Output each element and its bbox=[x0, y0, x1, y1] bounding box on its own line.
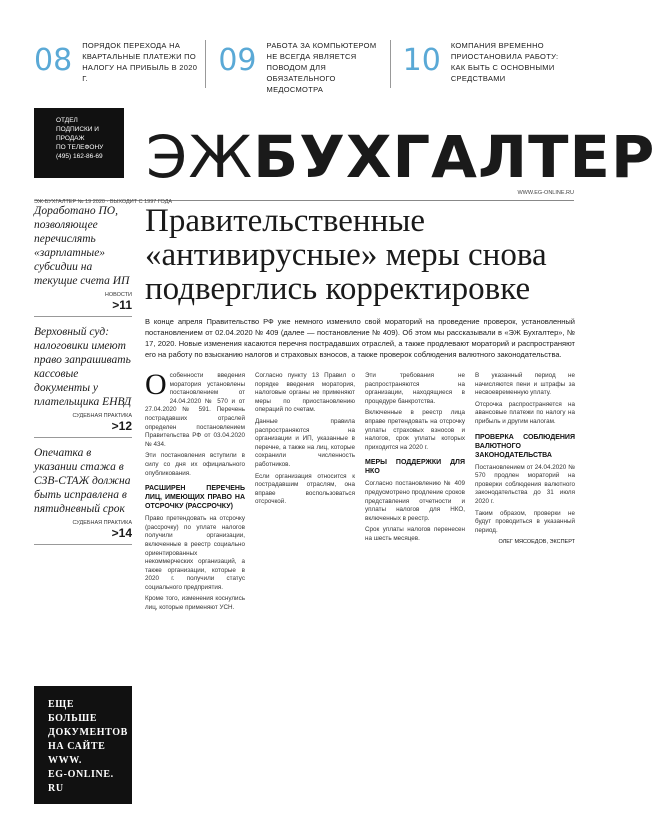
sidebar-item-title: Опечатка в указании стажа в СЗВ-СТАЖ должна быть исправлена в пятидневный срок bbox=[34, 447, 131, 515]
main-article-header bbox=[145, 204, 575, 306]
masthead-logo bbox=[146, 123, 655, 191]
ad-line: БОЛЬШЕ bbox=[48, 713, 98, 724]
article-body bbox=[145, 368, 575, 616]
article-column-4 bbox=[475, 372, 575, 616]
paragraph: Постановлением от 24.04.2020 № 570 продлен мораторий на проверки соблюдения валютного законодательства до 31 июля 2020 г. bbox=[475, 463, 575, 505]
teaser-2[interactable] bbox=[205, 40, 389, 94]
teaser-text: КОМПАНИЯ ВРЕМЕННО ПРИОСТАНОВИЛА РАБОТУ: КАК БЫТЬ С ОСНОВНЫМИ СРЕДСТВАМИ bbox=[450, 41, 559, 83]
sidebar-item-title: Верховный суд: налоговики имеют право запрашивать кассовые документы у плательщика ЕНВД bbox=[34, 326, 132, 408]
masthead-part1: ЭЖ bbox=[146, 123, 254, 191]
ad-line: ДОКУМЕНТОВ bbox=[48, 727, 128, 738]
infobox-line: (495) 162-86-69 bbox=[56, 153, 103, 160]
issue-info: ЭЖ-БУХГАЛТЕР № 19 2020 · ВЫХОДИТ С 1997 ГОДА bbox=[34, 199, 173, 205]
sidebar-item-source: НОВОСТИ bbox=[104, 292, 132, 298]
paragraph: Эти требования не распространяются на организации, находящиеся в процедуре банкротства. bbox=[365, 372, 465, 405]
paragraph: Согласно пункту 13 Правил о порядке введения моратория, налоговые органы не применяют меры по приостановлению операций по счетам. bbox=[255, 372, 355, 414]
section-heading: ПРОВЕРКА СОБЛЮДЕНИЯ ВАЛЮТНОГО ЗАКОНОДАТЕЛЬСТВА bbox=[475, 433, 575, 459]
article-headline: Правительственные «антивирусные» меры снова подверглись корректировке bbox=[145, 203, 547, 307]
masthead-part2: БУХГАЛТЕР bbox=[253, 123, 655, 191]
section-heading: МЕРЫ ПОДДЕРЖКИ ДЛЯ НКО bbox=[365, 459, 465, 476]
sidebar-item[interactable] bbox=[34, 446, 132, 545]
sidebar-item[interactable] bbox=[34, 325, 132, 438]
teaser-row bbox=[34, 40, 574, 94]
article-column-2 bbox=[255, 372, 355, 616]
paragraph: Кроме того, изменения коснулись лиц, которые применяют УСН. bbox=[145, 595, 245, 612]
sidebar-item-page-ref: >14 bbox=[111, 526, 132, 540]
ad-line: WWW. bbox=[48, 755, 82, 766]
ad-line: ЕЩЕ bbox=[48, 699, 75, 710]
paragraph: Право претендовать на отсрочку (рассрочку) по уплате налогов получили организации, включенные в реестр социально ориентированных некоммерческих организаций, а также организации, которые в 2020 г. получили статус социального предприятия. bbox=[145, 515, 245, 591]
infobox-line: ПОДПИСКИ И ПРОДАЖ bbox=[56, 126, 99, 142]
sidebar-item[interactable] bbox=[34, 204, 132, 317]
ad-line: EG-ONLINE. bbox=[48, 769, 114, 780]
teaser-page-number: 10 bbox=[402, 43, 441, 78]
teaser-1[interactable] bbox=[34, 40, 205, 88]
teaser-page-number: 08 bbox=[34, 43, 73, 78]
infobox-line: ОТДЕЛ bbox=[56, 117, 78, 124]
teaser-text: ПОРЯДОК ПЕРЕХОДА НА КВАРТАЛЬНЫЕ ПЛАТЕЖИ ПО НАЛОГУ НА ПРИБЫЛЬ В 2020 Г. bbox=[82, 41, 198, 83]
website-ad[interactable] bbox=[34, 686, 132, 804]
paragraph: собенности введения моратория установлены постановлением от 24.04.2020 № 570 и от 27.04.2020 № 591. Перечень пострадавших отраслей определен постановлением Правительства РФ от 03.04.2020 № 434. bbox=[145, 372, 245, 448]
paragraph: Включенные в реестр лица вправе претендовать на отсрочку уплаты страховых взносов и налогов, срок уплаты которых приходится на 2020 г. bbox=[365, 409, 465, 451]
sidebar-item-page-ref: >12 bbox=[111, 419, 132, 433]
issue-line bbox=[34, 190, 574, 205]
paragraph: Согласно постановлению № 409 предусмотрено продление сроков представления отчетности и уплаты налогов для НКО, включенных в реестр. bbox=[365, 480, 465, 522]
paragraph: Срок уплаты налогов перенесен на шесть месяцев. bbox=[365, 526, 465, 542]
infobox-line: ПО ТЕЛЕФОНУ bbox=[56, 144, 104, 151]
subscription-infobox bbox=[34, 108, 124, 178]
paragraph: В указанный период не начисляются пени и штрафы за несвоевременную уплату. bbox=[475, 372, 575, 397]
paragraph: Таким образом, проверки не будут проводиться в указанный период. bbox=[475, 509, 575, 534]
article-author: ОЛЕГ МЯСОЕДОВ, ЭКСПЕРТ bbox=[498, 539, 575, 546]
article-lead: В конце апреля Правительство РФ уже немного изменило свой мораторий на проведение проверок, установленный постановлением от 02.04.2020 № 409 (далее — постановление № 409). Об этом мы рассказывали в «ЭЖ Бухгалтер», № 17, 2020. Новые изменения касаются перечня пострадавших отраслей, а также продлевают мораторий и распространяют его на работу по взысканию налогов и страховых взносов, а также проверок соблюдения валютного законодательства. bbox=[145, 317, 575, 359]
sidebar-item-source: СУДЕБНАЯ ПРАКТИКА bbox=[72, 413, 132, 419]
sidebar-item-page-ref: >11 bbox=[112, 298, 132, 312]
sidebar-item-title: Доработано ПО, позволяющее перечислять «зарплатные» субсидии на текущие счета ИП bbox=[34, 205, 130, 287]
ad-line: НА САЙТЕ bbox=[48, 741, 106, 752]
teaser-page-number: 09 bbox=[218, 43, 257, 78]
sidebar-item-source: СУДЕБНАЯ ПРАКТИКА bbox=[72, 520, 132, 526]
section-heading: РАСШИРЕН ПЕРЕЧЕНЬ ЛИЦ, ИМЕЮЩИХ ПРАВО НА ОТСРОЧКУ (РАССРОЧКУ) bbox=[145, 485, 245, 511]
paragraph: Отсрочка распространяется на авансовые платежи по налогу на прибыль и другим налогам. bbox=[475, 400, 575, 425]
paragraph: Эти постановления вступили в силу со дня их официального опубликования. bbox=[145, 452, 245, 477]
article-column-3 bbox=[365, 372, 465, 616]
teaser-text: РАБОТА ЗА КОМПЬЮТЕРОМ НЕ ВСЕГДА ЯВЛЯЕТСЯ ПОВОДОМ ДЛЯ ОБЯЗАТЕЛЬНОГО МЕДОСМОТРА bbox=[266, 41, 377, 94]
paragraph: Если организация относится к пострадавшим отраслям, она вправе воспользоваться отсрочкой. bbox=[255, 472, 355, 506]
article-column-1 bbox=[145, 368, 245, 616]
teaser-3[interactable] bbox=[390, 40, 574, 88]
dropcap: О bbox=[145, 368, 167, 401]
sidebar bbox=[34, 204, 132, 553]
ad-line: RU bbox=[48, 783, 64, 794]
paragraph: Данные правила распространяются на организации и ИП, указанные в перечне, а также на лиц, которые сохранили численность работников. bbox=[255, 417, 355, 468]
site-url[interactable]: WWW.EG-ONLINE.RU bbox=[517, 190, 574, 196]
